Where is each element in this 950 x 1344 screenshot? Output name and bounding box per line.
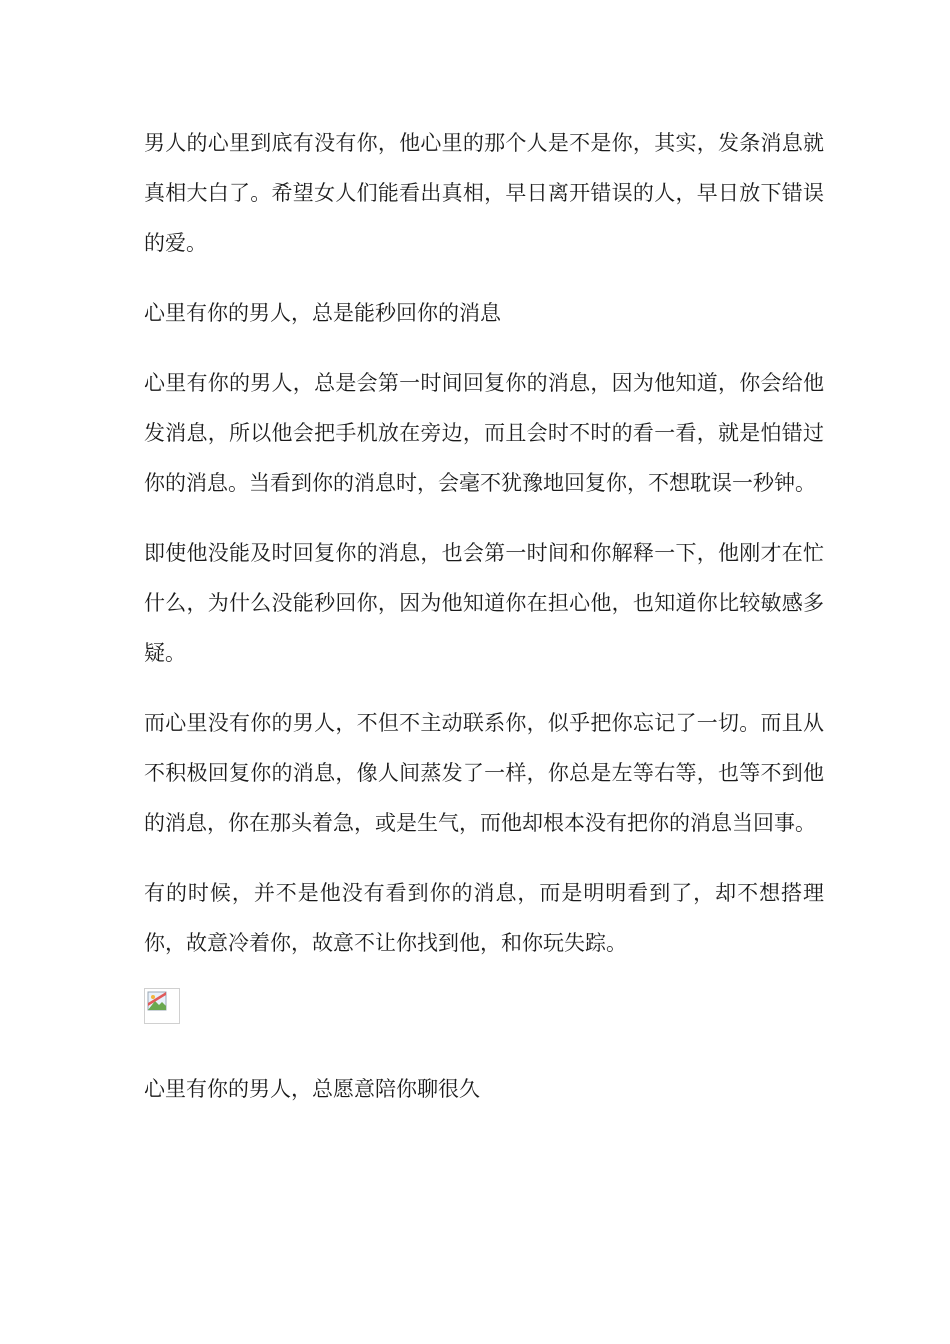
- body-paragraph-2: 即使他没能及时回复你的消息，也会第一时间和你解释一下，他刚才在忙什么，为什么没能秒回你，因为他知道你在担心他，也知道你比较敏感多疑。: [144, 541, 824, 665]
- body-paragraph-4: 有的时候，并不是他没有看到你的消息，而是明明看到了，却不想搭理你，故意冷着你，故意不让你找到他，和你玩失踪。: [144, 881, 824, 955]
- body-paragraph-3: 而心里没有你的男人，不但不主动联系你，似乎把你忘记了一切。而且从不积极回复你的消息，像人间蒸发了一样，你总是左等右等，也等不到他的消息，你在那头着急，或是生气，而他却根本没有把你的消息当回事。: [144, 711, 824, 835]
- broken-image-icon: [144, 988, 180, 1024]
- body-paragraph-1: 心里有你的男人，总是会第一时间回复你的消息，因为他知道，你会给他发消息，所以他会把手机放在旁边，而且会时不时的看一看，就是怕错过你的消息。当看到你的消息时，会毫不犹豫地回复你，不想耽误一秒钟。: [144, 371, 824, 495]
- section-heading-reply-fast: 心里有你的男人，总是能秒回你的消息: [144, 301, 501, 325]
- document-page: [144, 118, 824, 1134]
- intro-paragraph: 男人的心里到底有没有你，他心里的那个人是不是你，其实，发条消息就真相大白了。希望女人们能看出真相，早日离开错误的人，早日放下错误的爱。: [144, 131, 824, 255]
- section-heading-chat-long: 心里有你的男人，总愿意陪你聊很久: [144, 1077, 480, 1101]
- broken-image-glyph: [147, 991, 167, 1011]
